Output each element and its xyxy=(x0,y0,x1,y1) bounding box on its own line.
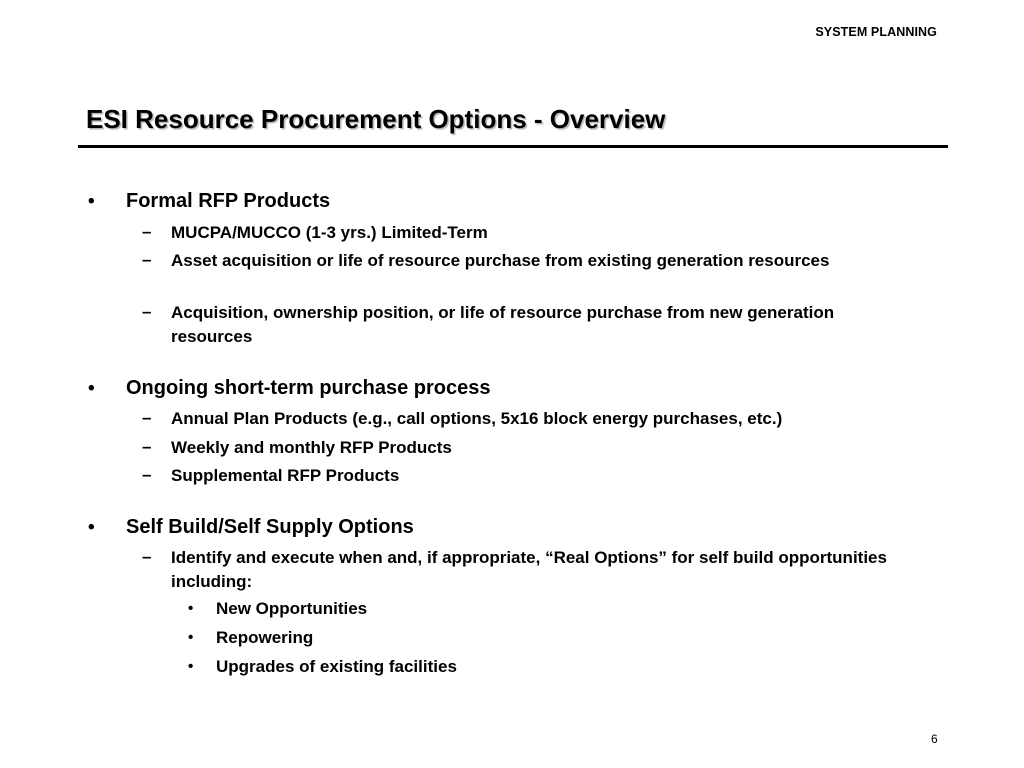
dash-marker: – xyxy=(142,302,152,321)
bullet-self-build: Self Build/Self Supply Options xyxy=(126,516,414,538)
header-label: SYSTEM PLANNING xyxy=(815,25,937,39)
bullet-marker: • xyxy=(88,191,95,212)
dash-marker: – xyxy=(142,250,152,269)
dash-marker: – xyxy=(142,465,152,484)
sub-bullet-marker: • xyxy=(188,600,194,617)
subitem-repowering: Repowering xyxy=(216,628,314,647)
subitem-supplemental-rfp: Supplemental RFP Products xyxy=(171,466,400,485)
sub-bullet-marker: • xyxy=(188,658,194,675)
subitem-identify-execute: Identify and execute when and, if appropriate, “Real Options” for self build opportunities including: xyxy=(171,548,887,591)
dash-marker: – xyxy=(142,408,152,427)
dash-marker: – xyxy=(142,547,152,566)
slide-title: ESI Resource Procurement Options - Overview xyxy=(86,104,666,134)
dash-marker: – xyxy=(142,222,152,241)
dash-marker: – xyxy=(142,437,152,456)
bullet-marker: • xyxy=(88,378,95,399)
subitem-mucpa-mucco: MUCPA/MUCCO (1-3 yrs.) Limited-Term xyxy=(171,223,488,242)
subitem-weekly-monthly-rfp: Weekly and monthly RFP Products xyxy=(171,438,452,457)
subitem-acquisition-ownership: Acquisition, ownership position, or life of resource purchase from new generation resources xyxy=(171,303,835,346)
bullet-ongoing-short-term: Ongoing short-term purchase process xyxy=(126,377,491,399)
subitem-new-opportunities: New Opportunities xyxy=(216,599,368,618)
subitem-upgrades-existing: Upgrades of existing facilities xyxy=(216,657,457,676)
bullet-formal-rfp-products: Formal RFP Products xyxy=(126,190,331,212)
subitem-annual-plan-products: Annual Plan Products (e.g., call options, 5x16 block energy purchases, etc.) xyxy=(171,409,783,428)
subitem-asset-acquisition: Asset acquisition or life of resource purchase from existing generation resources xyxy=(171,251,830,270)
page-number: 6 xyxy=(931,732,938,746)
bullet-marker: • xyxy=(88,517,95,538)
sub-bullet-marker: • xyxy=(188,629,194,646)
